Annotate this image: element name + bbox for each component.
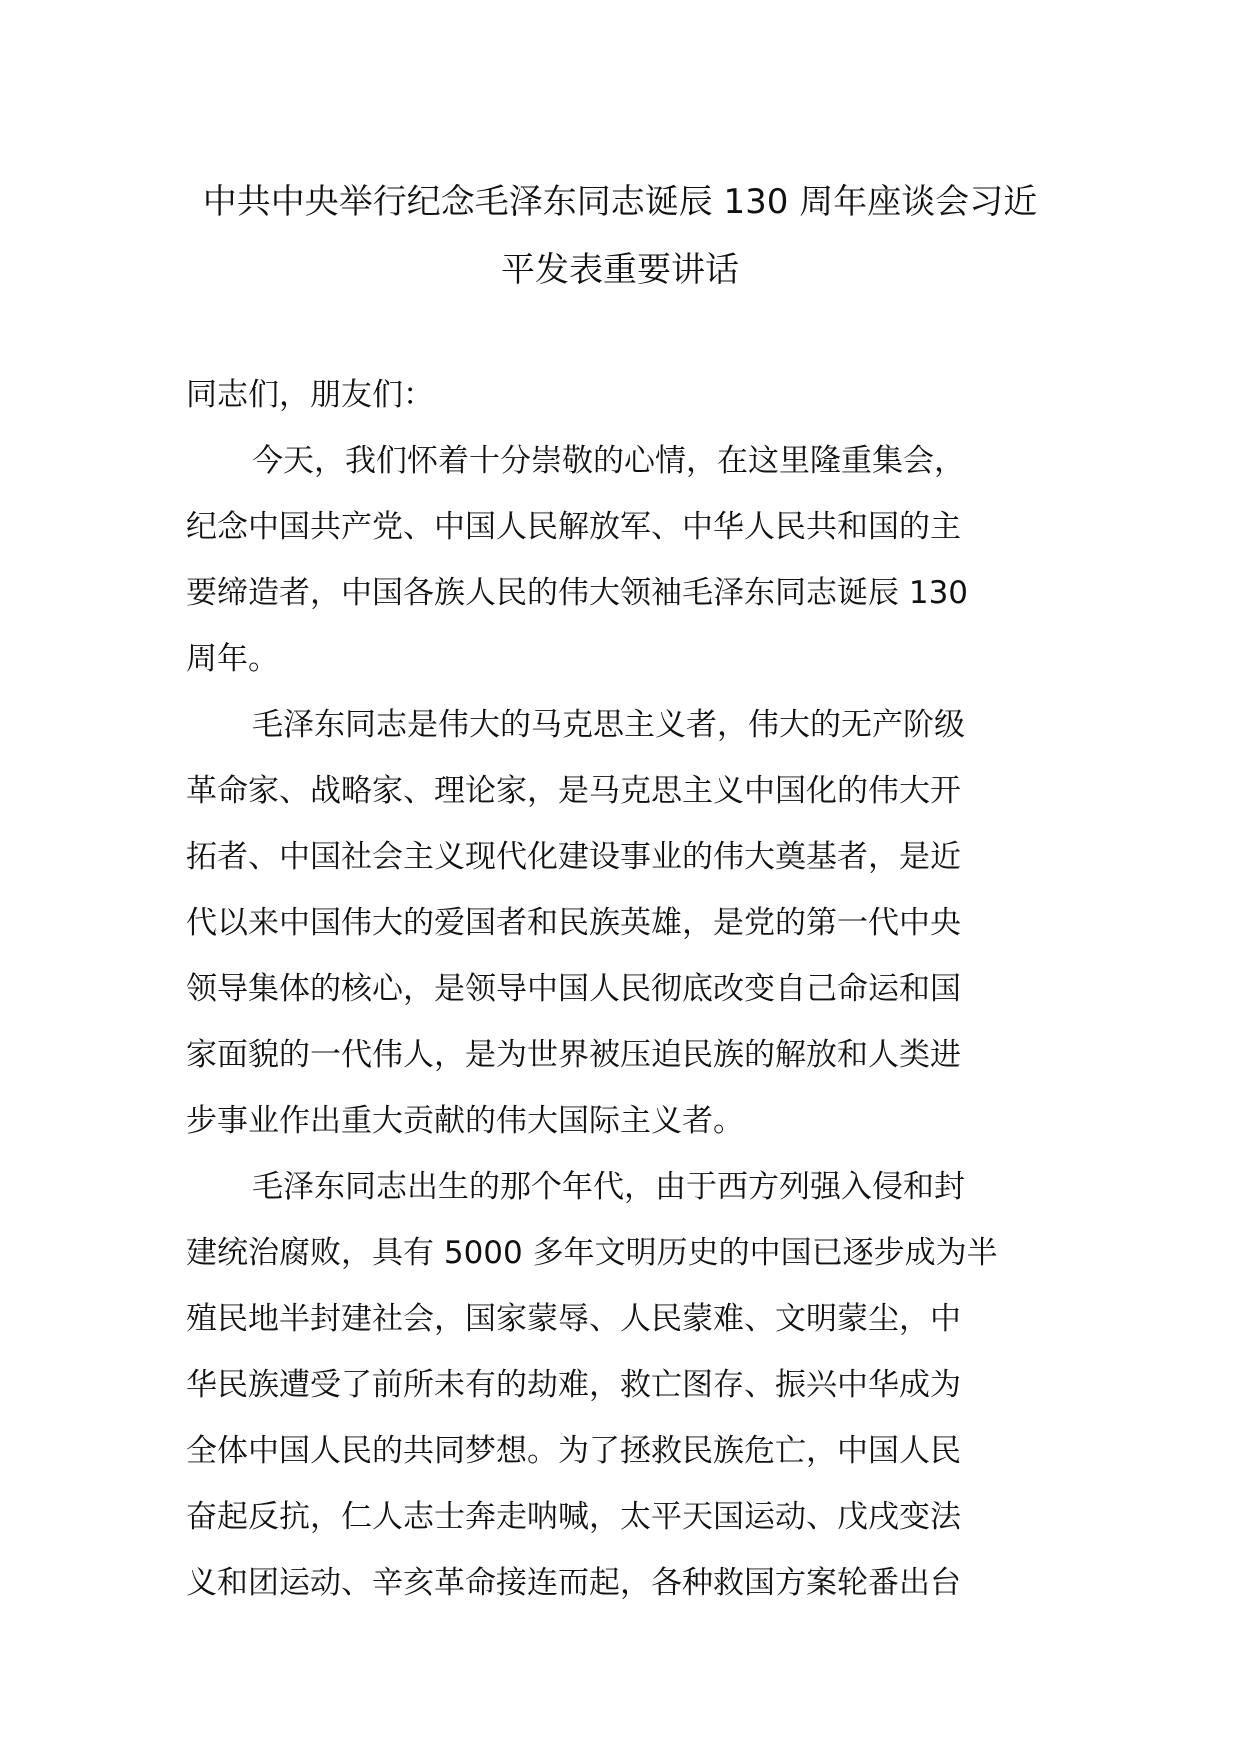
paragraph-line: 今天，我们怀着十分崇敬的心情，在这里隆重集会， (252, 443, 965, 479)
title-line: 中共中央举行纪念毛泽东同志诞辰 130 周年座谈会习近 (202, 182, 1038, 222)
paragraph-line: 华民族遭受了前所未有的劫难，救亡图存、振兴中华成为 (186, 1367, 961, 1403)
paragraph-line: 周年。 (186, 641, 279, 677)
paragraph-line: 奋起反抗，仁人志士奔走呐喊，太平天国运动、戊戌变法 (186, 1499, 961, 1535)
paragraph-line: 要缔造者，中国各族人民的伟大领袖毛泽东同志诞辰 130 (186, 575, 969, 611)
document-title (180, 168, 1060, 304)
paragraph-line: 代以来中国伟大的爱国者和民族英雄，是党的第一代中央 (186, 905, 961, 941)
paragraph-line: 毛泽东同志是伟大的马克思主义者，伟大的无产阶级 (252, 707, 965, 743)
paragraph-line: 领导集体的核心，是领导中国人民彻底改变自己命运和国 (186, 971, 961, 1007)
paragraph-line: 建统治腐败，具有 5000 多年文明历史的中国已逐步成为半 (186, 1235, 998, 1271)
paragraph-line: 毛泽东同志出生的那个年代，由于西方列强入侵和封 (252, 1169, 965, 1205)
paragraph-line: 义和团运动、辛亥革命接连而起，各种救国方案轮番出台 (186, 1565, 961, 1601)
paragraph-line: 革命家、战略家、理论家，是马克思主义中国化的伟大开 (186, 773, 961, 809)
salutation: 同志们，朋友们： (186, 377, 434, 413)
paragraph-line: 拓者、中国社会主义现代化建设事业的伟大奠基者，是近 (186, 839, 961, 875)
title-line: 平发表重要讲话 (501, 250, 739, 290)
paragraph-2 (186, 692, 1056, 1154)
document-body (186, 362, 1056, 1616)
paragraph-3 (186, 1154, 1056, 1616)
paragraph-1 (186, 428, 1056, 692)
paragraph-line: 步事业作出重大贡献的伟大国际主义者。 (186, 1103, 744, 1139)
paragraph-line: 纪念中国共产党、中国人民解放军、中华人民共和国的主 (186, 509, 961, 545)
paragraph-line: 家面貌的一代伟人，是为世界被压迫民族的解放和人类进 (186, 1037, 961, 1073)
paragraph-line: 殖民地半封建社会，国家蒙辱、人民蒙难、文明蒙尘，中 (186, 1301, 961, 1337)
paragraph-line: 全体中国人民的共同梦想。为了拯救民族危亡，中国人民 (186, 1433, 961, 1469)
